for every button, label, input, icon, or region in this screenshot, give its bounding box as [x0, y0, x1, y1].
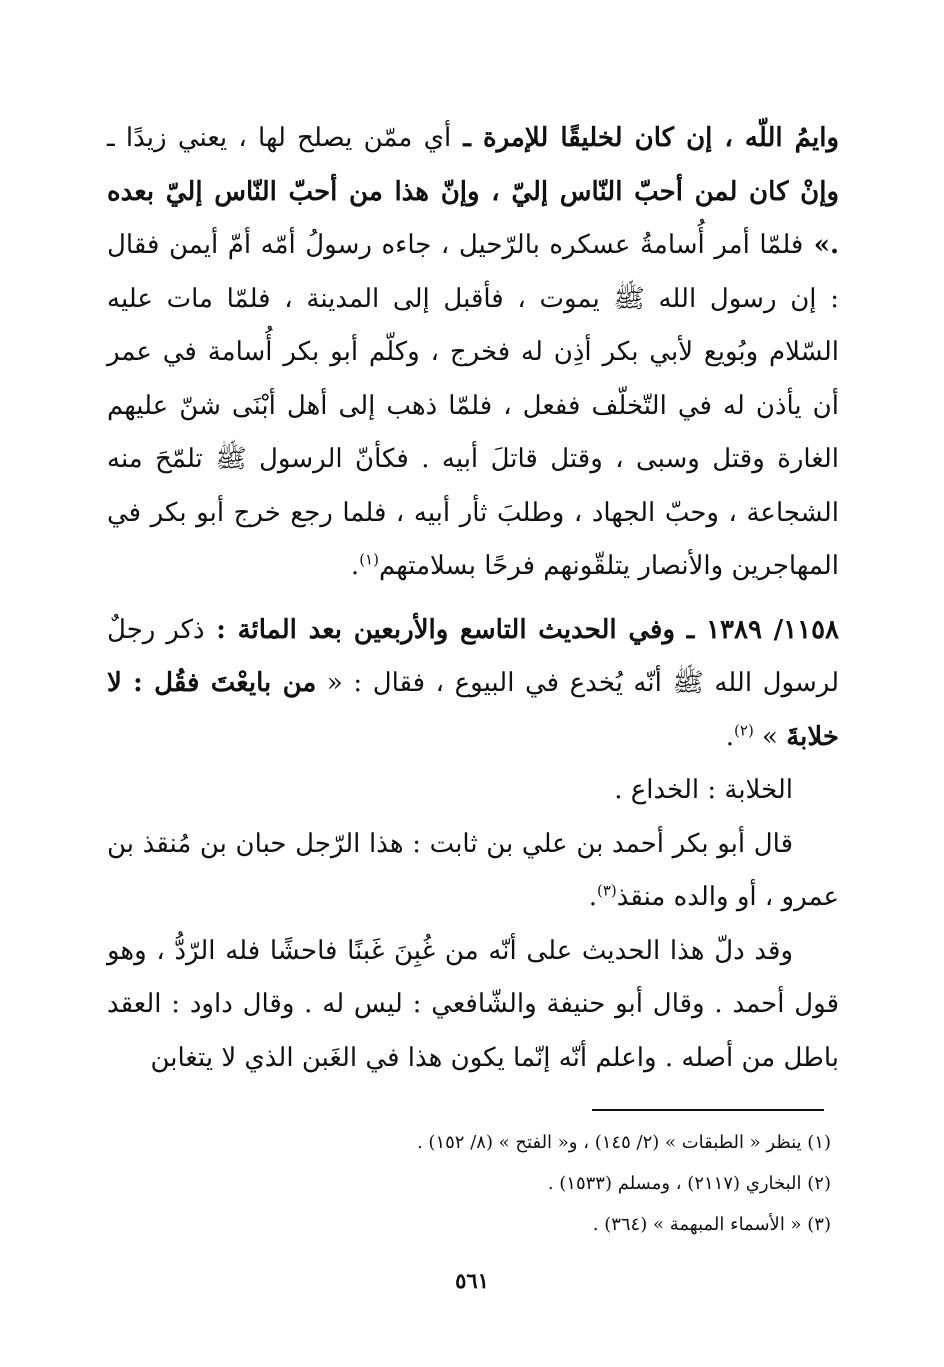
text-run: ذكر رجلٌ لرسول الله ﷺ أنّه يُخدع في البيوع ، فقال : « — [107, 614, 839, 698]
footnote-3: (٣) « الأسماء المبهمة » (٣٦٤) . — [592, 1214, 831, 1235]
paragraph — [107, 764, 839, 818]
text-run: فلمّا أمر أُسامةُ عسكره بالرّحيل ، جاءه رسولُ أمّه أمّ أيمن فقال : إن رسول الله ﷺ يموت ، فأقبل إلى المدينة ، فلمّا مات عليه السّلام وبُويع لأبي بكر أذِن له فخرج ، وكلّم أبو بكر أُسامة في عمر أن يأذن له في التّخلّف ففعل ، فلمّا ذهب إلى أهل أبْنَى شنّ عليهم الغارة وقتل وسبى ، وقتل قاتلَ أبيه . فكأنّ الرسول ﷺ تلمّحَ منه الشجاعة ، وحبّ الجهاد ، وطلبَ ثأر أبيه ، فلما رجع خرج أبو بكر في المهاجرين والأنصار يتلقّونهم فرحًا بسلامتهم — [107, 230, 839, 581]
bold-text-run: وايمُ اللّه ، إن كان لخليقًا للإمرة ـ — [451, 123, 839, 153]
footnote-separator — [592, 1109, 824, 1111]
text-run: » — [753, 721, 787, 752]
paragraph — [107, 925, 839, 1086]
paragraph — [107, 604, 839, 765]
footnote-marker: (١) — [359, 550, 379, 569]
bold-text-run: من بايعْتَ فقُل : لا خلابةَ — [107, 668, 839, 752]
bold-text-run: وإنْ كان لمن أحبّ النّاس إليّ ، وإنّ هذا من أحبّ النّاس إليّ بعده .» — [107, 176, 839, 260]
page-number: ٥٦١ — [455, 1268, 489, 1293]
text-run: . — [588, 882, 597, 912]
footnote-marker: (٢) — [734, 720, 754, 739]
paragraph — [107, 818, 839, 925]
text-run: وقد دلّ هذا الحديث على أنّه من غُبِنَ غَبنًا فاحشًا فله الرّدُّ ، وهو قول أحمد . وقال أبو حنيفة والشّافعي : ليس له . وقال داود : العقد باطل من أصله . واعلم أنّه إنّما يكون هذا في الغَبن الذي لا يتغابن — [107, 935, 839, 1073]
footnote-marker: (٣) — [597, 881, 617, 900]
footnotes — [107, 1122, 839, 1245]
text-run: قال أبو بكر أحمد بن علي بن ثابت : هذا الرّجل حبان بن مُنقذ بن عمرو ، أو والده منقذ — [107, 828, 839, 912]
text-run: أي ممّن يصلح لها ، يعني زيدًا ـ — [107, 123, 452, 153]
text-run: . — [350, 551, 360, 581]
bold-text-run: ١١٥٨/ ١٣٨٩ ـ وفي الحديث التاسع والأربعين بعد المائة : — [204, 614, 839, 645]
footnote-1: (١) ينظر « الطبقات » (٢/ ١٤٥) ، و« الفتح » (٨/ ١٥٢) . — [416, 1132, 831, 1153]
main-text — [107, 112, 839, 1085]
footnote-2: (٢) البخاري (٢١١٧) ، ومسلم (١٥٣٣) . — [547, 1173, 831, 1194]
paragraph — [107, 112, 839, 594]
text-run: . — [725, 721, 735, 752]
text-run: الخلابة : الخداع . — [614, 775, 793, 805]
